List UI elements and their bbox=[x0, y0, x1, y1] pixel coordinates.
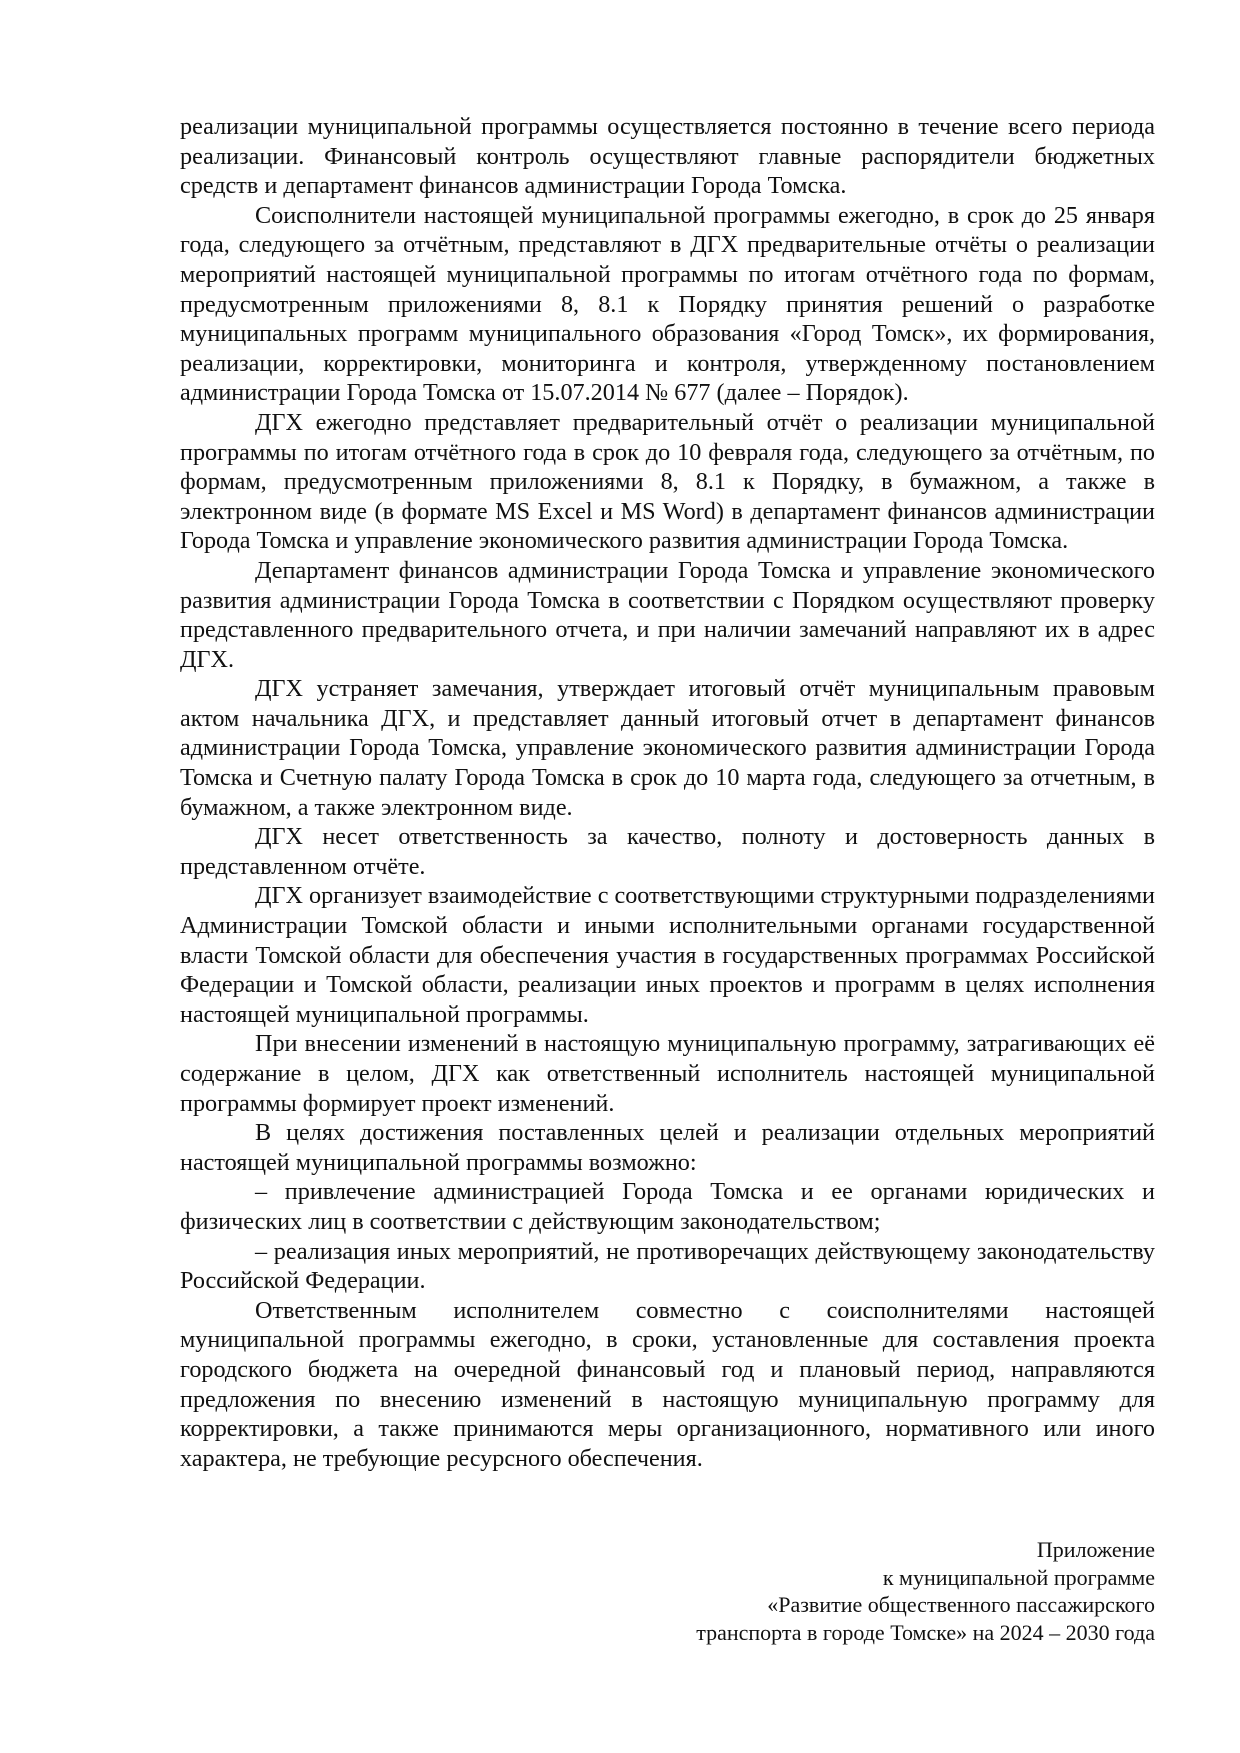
paragraph-coexecutors-reports: Соисполнители настоящей муниципальной программы ежегодно, в срок до 25 января года, следующего за отчётным, представляют в ДГХ предварительные отчёты о реализации мероприятий настоящей муниципальной программы по итогам отчётного года по формам, предусмотренным приложениями 8, 8.1 к Порядку принятия решений о разработке муниципальных программ муниципального образования «Город Томск», их формирования, реализации, корректировки, мониторинга и контроля, утвержденному постановлением администрации Города Томска от 15.07.2014 № 677 (далее – Порядок). bbox=[180, 201, 1155, 407]
paragraph-interaction: ДГХ организует взаимодействие с соответствующими структурными подразделениями Администрации Томской области и иными исполнительными органами государственной власти Томской области для обеспечения участия в государственных программах Российской Федерации и Томской области, реализации иных проектов и программ в целях исполнения настоящей муниципальной программы. bbox=[180, 882, 1156, 1028]
paragraph-report-review: Департамент финансов администрации Города Томска и управление экономического развития администрации Города Томска в соответствии с Порядком осуществляют проверку представленного предварительного отчета, и при наличии замечаний направляют их в адрес ДГХ. bbox=[180, 556, 1155, 673]
appendix-program-name: «Развитие общественного пассажирского bbox=[767, 1592, 1155, 1617]
paragraph-final-report: ДГХ устраняет замечания, утверждает итоговый отчёт муниципальным правовым актом начальника ДГХ, и представляет данный итоговый отчет в департамент финансов администрации Города Томска, управление экономического развития администрации Города Томска и Счетную палату Города Томска в срок до 10 марта года, следующего за отчетным, в бумажном, а также электронном виде. bbox=[180, 675, 1155, 821]
document-body bbox=[180, 112, 1155, 1473]
paragraph-proposals: Ответственным исполнителем совместно с соисполнителями настоящей муниципальной программы ежегодно, в сроки, установленные для составления проекта городского бюджета на очередной финансовый год и плановый период, направляются предложения по внесению изменений в настоящую муниципальную программу для корректировки, а также принимаются меры организационного, нормативного или иного характера, не требующие ресурсного обеспечения. bbox=[180, 1296, 1155, 1472]
appendix-program-period: транспорта в городе Томске» на 2024 – 2030 года bbox=[696, 1619, 1155, 1645]
paragraph-dgh-preliminary-report: ДГХ ежегодно представляет предварительный отчёт о реализации муниципальной программы по итогам отчётного года в срок до 10 февраля года, следующего за отчётным, по формам, предусмотренным приложениями 8, 8.1 к Порядку, в бумажном, а также в электронном виде (в формате MS Excel и MS Word) в департамент финансов администрации Города Томска и управление экономического развития администрации Города Томска. bbox=[180, 408, 1155, 555]
appendix-subtitle: к муниципальной программе bbox=[882, 1564, 1155, 1590]
paragraph-financial-control: реализации муниципальной программы осуществляется постоянно в течение всего периода реализации. Финансовый контроль осуществляют главные распорядители бюджетных средств и департамент финансов администрации Города Томска. bbox=[180, 113, 1155, 200]
paragraph-program-changes: При внесении изменений в настоящую муниципальную программу, затрагивающих её содержание в целом, ДГХ как ответственный исполнитель настоящей муниципальной программы формирует проект изменений. bbox=[180, 1030, 1155, 1117]
paragraph-possible-measures: В целях достижения поставленных целей и реализации отдельных мероприятий настоящей муниципальной программы возможно: bbox=[180, 1119, 1155, 1176]
appendix-header bbox=[696, 1536, 1155, 1646]
paragraph-responsibility: ДГХ несет ответственность за качество, полноту и достоверность данных в представленном отчёте. bbox=[180, 823, 1155, 880]
list-item-attraction: – привлечение администрацией Города Томска и ее органами юридических и физических лиц в соответствии с действующим законодательством; bbox=[180, 1178, 1155, 1235]
list-item-other-measures: – реализация иных мероприятий, не противоречащих действующему законодательству Российской Федерации. bbox=[180, 1237, 1155, 1295]
appendix-title: Приложение bbox=[1036, 1537, 1155, 1562]
